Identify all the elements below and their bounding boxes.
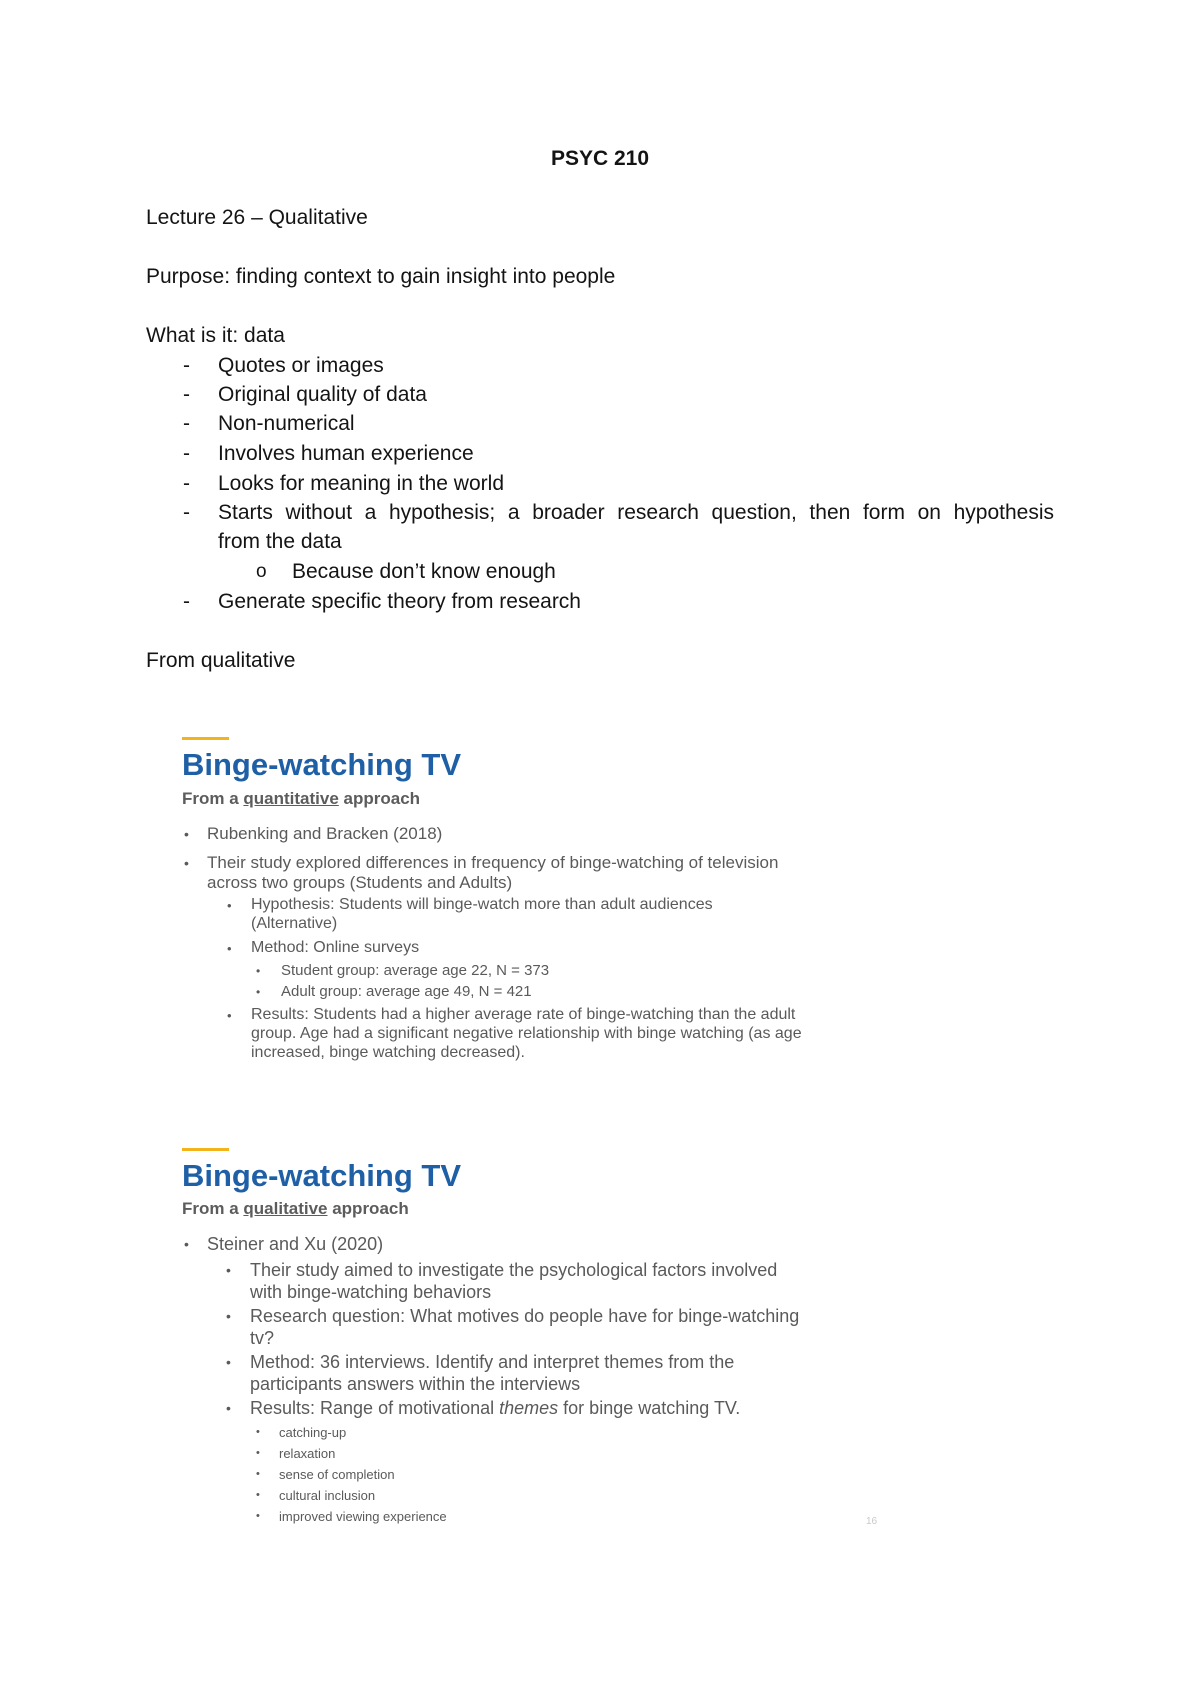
list-item: Starts without a hypothesis; a broader research question, then form on hypothesis <box>218 501 1054 524</box>
slide-subtitle: From a qualitative approach <box>182 1199 409 1218</box>
from-qualitative-line: From qualitative <box>146 649 296 672</box>
list-item: Looks for meaning in the world <box>218 472 504 495</box>
slide-item: tv? <box>250 1328 275 1348</box>
slide-item: participants answers within the interviews <box>250 1374 581 1394</box>
slide-item: Results: Students had a higher average rate of binge-watching than the adult <box>251 1006 796 1023</box>
dash-bullet: - <box>183 590 190 613</box>
course-title: PSYC 210 <box>550 147 650 170</box>
bullet-dot: • <box>256 964 261 978</box>
bullet-dot: • <box>256 1447 260 1459</box>
list-item: Quotes or images <box>218 354 384 377</box>
purpose-line: Purpose: finding context to gain insight into people <box>146 265 616 288</box>
slide-title: Binge-watching TV <box>182 747 461 782</box>
dash-bullet: - <box>183 501 190 524</box>
bullet-dot: • <box>256 1510 260 1522</box>
slide-item: Their study explored differences in frequency of binge-watching of television <box>207 853 779 872</box>
bullet-dot: • <box>184 1236 189 1252</box>
slide-item: Method: 36 interviews. Identify and interpret themes from the <box>250 1352 735 1372</box>
bullet-dot: • <box>227 898 232 913</box>
list-item-continuation: from the data <box>218 530 342 553</box>
slide-item: Research question: What motives do people have for binge-watching <box>250 1306 800 1326</box>
dash-bullet: - <box>183 383 190 406</box>
dash-bullet: - <box>183 412 190 435</box>
slide-item: Their study aimed to investigate the psychological factors involved <box>250 1260 778 1280</box>
slide-item: across two groups (Students and Adults) <box>207 873 513 892</box>
slide-item: group. Age had a significant negative relationship with binge watching (as age <box>251 1025 802 1042</box>
bullet-dot: • <box>256 985 261 999</box>
slide-item: Method: Online surveys <box>251 939 420 956</box>
slide-item: increased, binge watching decreased). <box>251 1044 525 1061</box>
bullet-dot: • <box>227 941 232 956</box>
slide-subitem: relaxation <box>279 1446 336 1461</box>
list-item: Involves human experience <box>218 442 474 465</box>
slide-title: Binge-watching TV <box>182 1158 461 1193</box>
slide-item: with binge-watching behaviors <box>250 1282 492 1302</box>
dash-bullet: - <box>183 442 190 465</box>
slide-item: (Alternative) <box>251 915 338 932</box>
accent-bar <box>182 1148 229 1151</box>
list-item: Original quality of data <box>218 383 427 406</box>
slide-subitem: improved viewing experience <box>279 1509 447 1524</box>
slide-page-number: 16 <box>866 1516 878 1527</box>
bullet-dot: • <box>226 1262 231 1278</box>
bullet-dot: • <box>184 855 189 871</box>
bullet-dot: • <box>256 1489 260 1501</box>
slide-item: Student group: average age 22, N = 373 <box>281 962 550 979</box>
bullet-dot: • <box>256 1426 260 1438</box>
bullet-dot: • <box>226 1308 231 1324</box>
dash-bullet: - <box>183 354 190 377</box>
slide-item: Steiner and Xu (2020) <box>207 1234 384 1254</box>
dash-bullet: - <box>183 472 190 495</box>
what-is-it-line: What is it: data <box>146 324 285 347</box>
accent-bar <box>182 737 229 740</box>
sub-list-item: Because don’t know enough <box>292 560 556 583</box>
slide-item: Rubenking and Bracken (2018) <box>207 824 443 843</box>
list-item: Generate specific theory from research <box>218 590 581 613</box>
slide-item: Hypothesis: Students will binge-watch more than adult audiences <box>251 896 713 913</box>
bullet-dot: • <box>256 1468 260 1480</box>
bullet-dot: • <box>226 1354 231 1370</box>
slide-item: Adult group: average age 49, N = 421 <box>281 983 532 1000</box>
slide-item-results: Results: Range of motivational themes for binge watching TV. <box>250 1398 741 1418</box>
slide-subtitle: From a quantitative approach <box>182 789 421 808</box>
bullet-dot: • <box>184 826 189 842</box>
sub-bullet: o <box>256 561 267 582</box>
lecture-heading: Lecture 26 – Qualitative <box>146 206 368 229</box>
bullet-dot: • <box>226 1400 231 1416</box>
slide-subitem: sense of completion <box>279 1467 395 1482</box>
list-item: Non-numerical <box>218 412 355 435</box>
slide-subitem: catching-up <box>279 1425 347 1440</box>
bullet-dot: • <box>227 1008 232 1023</box>
slide-subitem: cultural inclusion <box>279 1488 376 1503</box>
